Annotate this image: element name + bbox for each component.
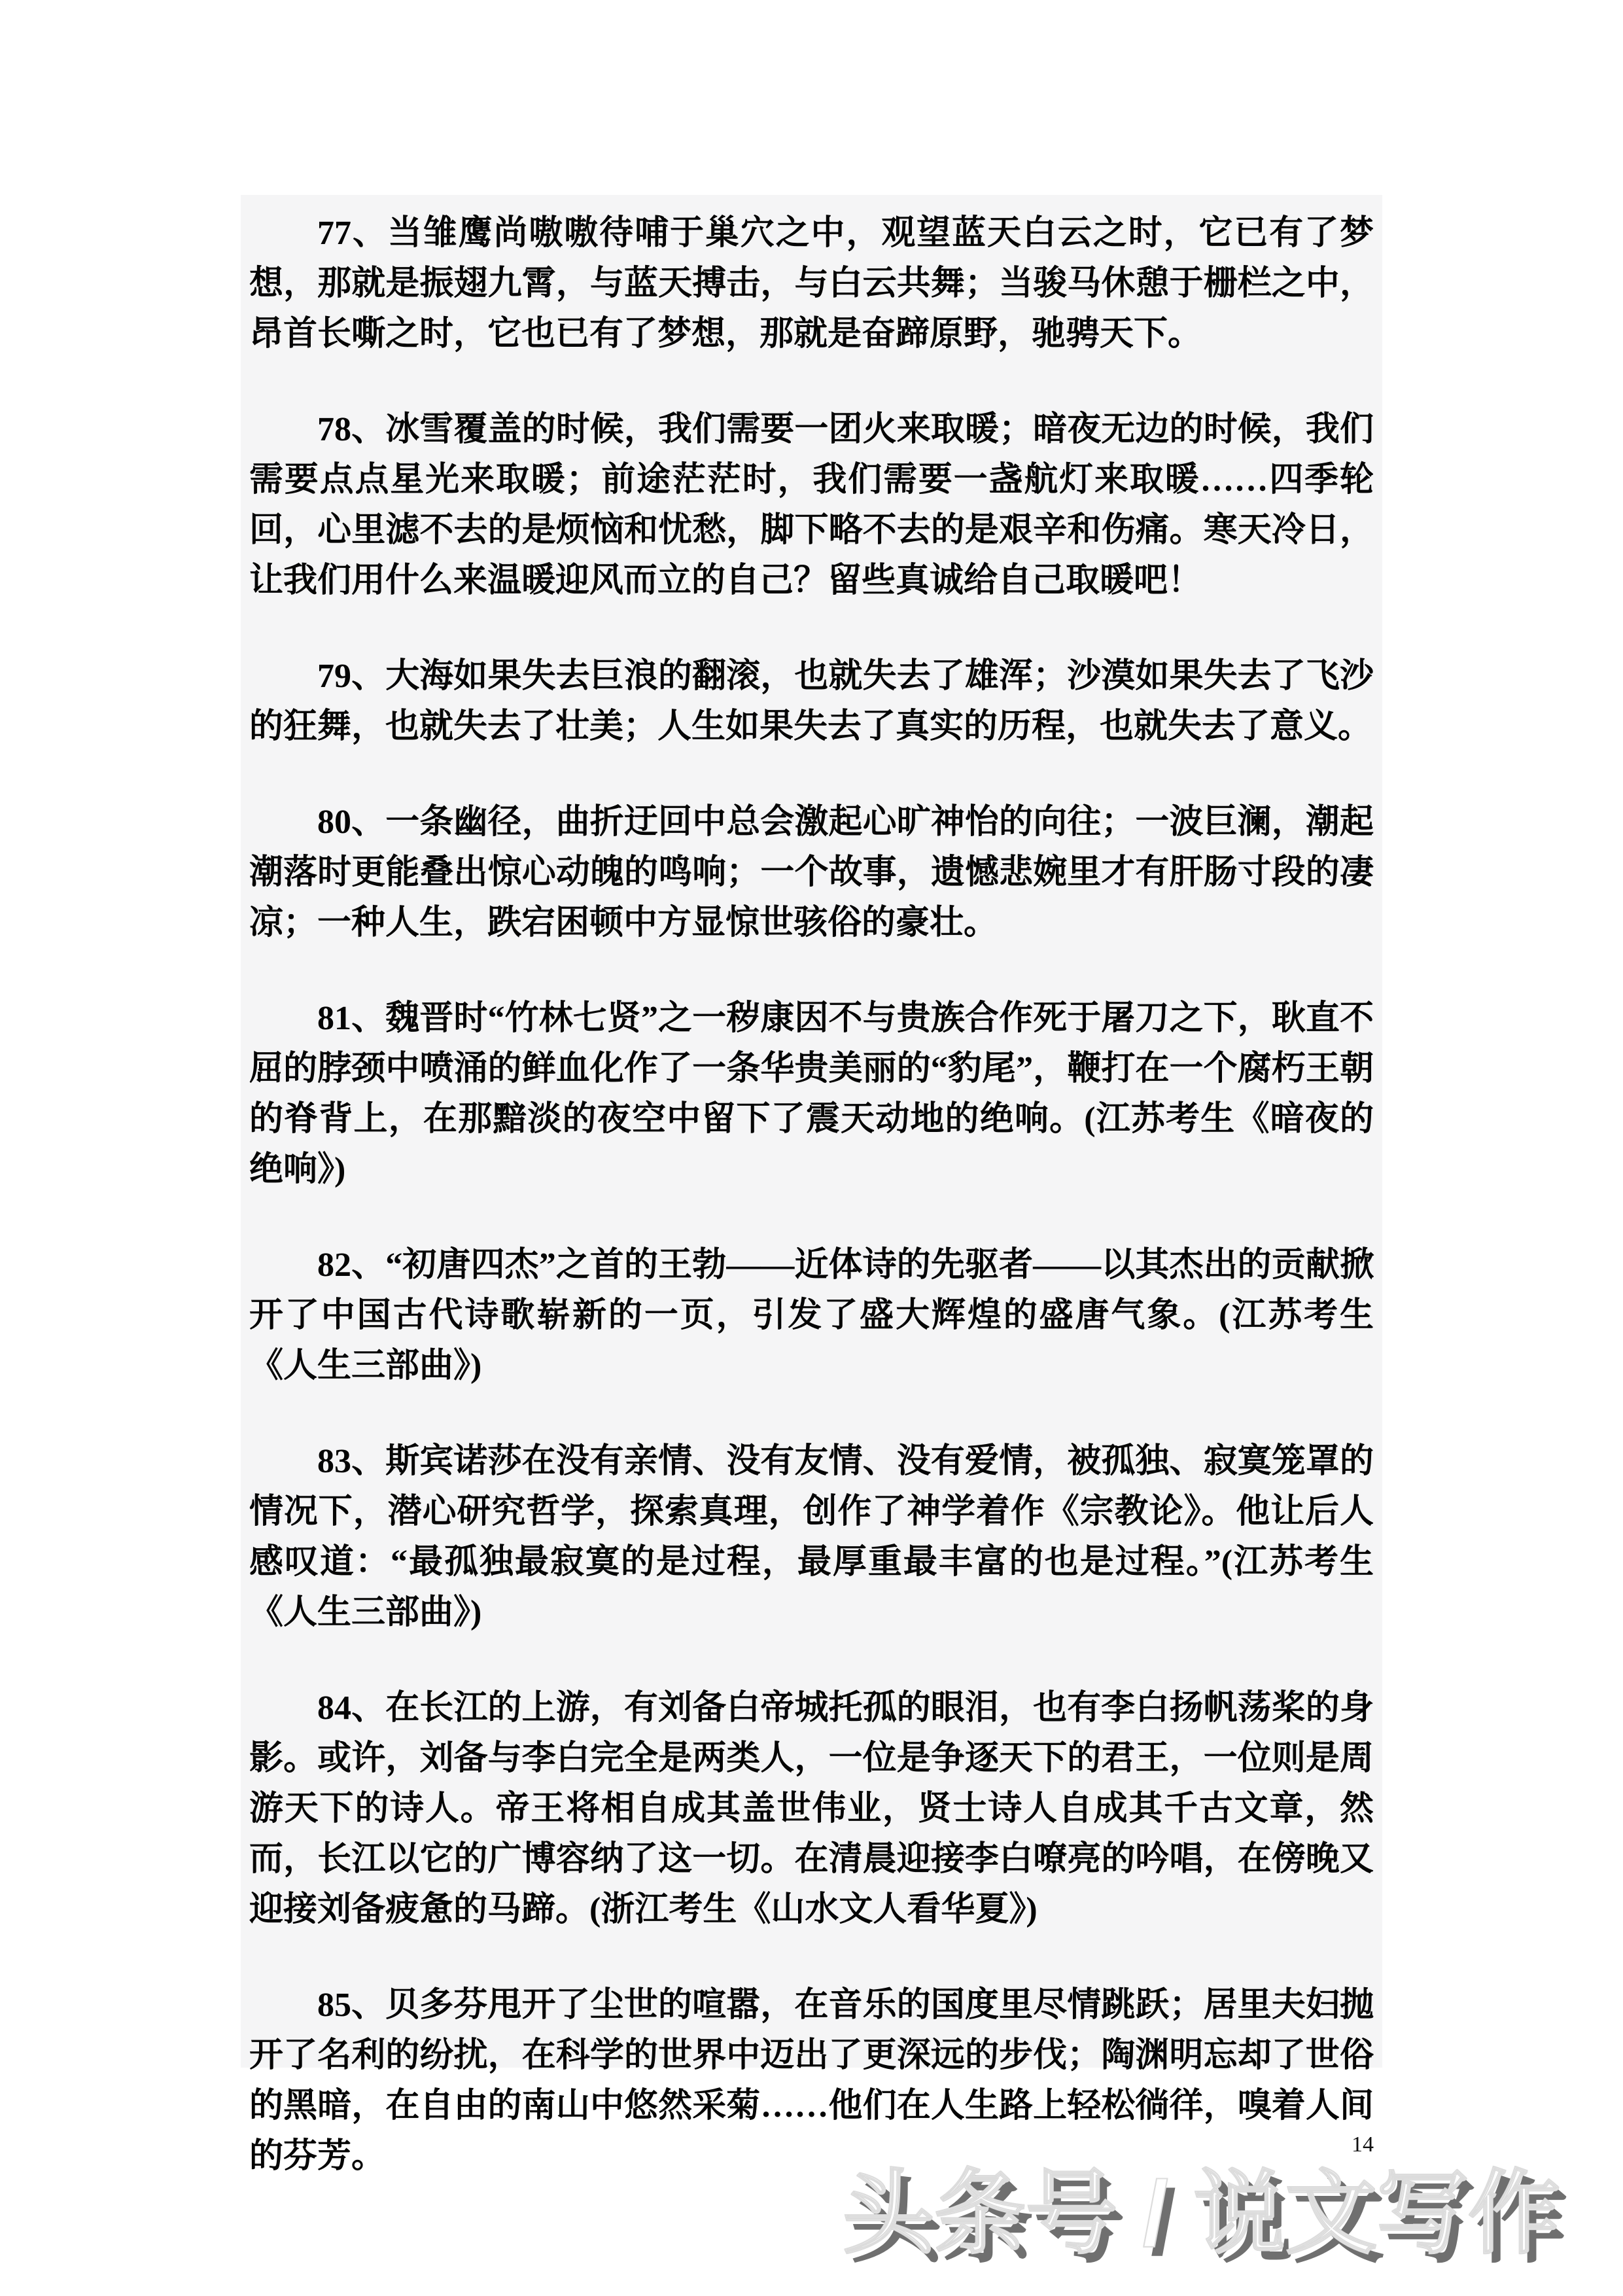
paragraph-80: 80、一条幽径，曲折迂回中总会激起心旷神怡的向往；一波巨澜，潮起潮落时更能叠出惊心动魄的鸣响；一个故事，遗憾悲婉里才有肝肠寸段的凄凉；一种人生，跌宕困顿中方显惊世骇俗的豪壮。 (249, 804, 1374, 942)
paragraph-81: 81、魏晋时“竹林七贤”之一秽康因不与贵族合作死于屠刀之下，耿直不屈的脖颈中喷涌的鲜血化作了一条华贵美丽的“豹尾”，鞭打在一个腐朽王朝的脊背上，在那黯淡的夜空中留下了震天动地的绝响。(江苏考生《暗夜的绝响》) (249, 1000, 1374, 1188)
paragraph-84: 84、在长江的上游，有刘备白帝城托孤的眼泪，也有李白扬帆荡桨的身影。或许，刘备与李白完全是两类人，一位是争逐天下的君王，一位则是周游天下的诗人。帝王将相自成其盖世伟业，贤士诗人自成其千古文章，然而，长江以它的广博容纳了这一切。在清晨迎接李白嘹亮的吟唱，在傍晚又迎接刘备疲惫的马蹄。(浙江考生《山水文人看华夏》) (249, 1689, 1374, 1928)
paragraph-78: 78、冰雪覆盖的时候，我们需要一团火来取暖；暗夜无边的时候，我们需要点点星光来取暖；前途茫茫时，我们需要一盏航灯来取暖……四季轮回，心里滤不去的是烦恼和忧愁，脚下略不去的是艰辛和伤痛。寒天冷日，让我们用什么来温暖迎风而立的自己？留些真诚给自己取暖吧！ (249, 411, 1374, 599)
page-number: 14 (1352, 2132, 1374, 2157)
paragraph-77: 77、当雏鹰尚嗷嗷待哺于巢穴之中，观望蓝天白云之时，它已有了梦想，那就是振翅九霄，与蓝天搏击，与白云共舞；当骏马休憩于栅栏之中，昂首长嘶之时，它也已有了梦想，那就是奋蹄原野，驰骋天下。 (249, 215, 1374, 353)
paragraph-85: 85、贝多芬甩开了尘世的喧嚣，在音乐的国度里尽情跳跃；居里夫妇抛开了名利的纷扰，在科学的世界中迈出了更深远的步伐；陶渊明忘却了世俗的黑暗，在自由的南山中悠然采菊……他们在人生路上轻松徜徉，嗅着人间的芬芳。 (249, 1987, 1374, 2175)
watermark: 头条号 / 说文写作 (843, 2162, 1560, 2265)
paragraph-82: 82、“初唐四杰”之首的王勃——近体诗的先驱者——以其杰出的贡献掀开了中国古代诗歌崭新的一页，引发了盛大辉煌的盛唐气象。(江苏考生《人生三部曲》) (249, 1246, 1374, 1385)
paragraph-83: 83、斯宾诺莎在没有亲情、没有友情、没有爱情，被孤独、寂寞笼罩的情况下，潜心研究哲学，探索真理，创作了神学着作《宗教论》。他让后人感叹道：“最孤独最寂寞的是过程，最厚重最丰富的也是过程。”(江苏考生《人生三部曲》) (249, 1443, 1374, 1631)
paragraph-79: 79、大海如果失去巨浪的翻滚，也就失去了雄浑；沙漠如果失去了飞沙的狂舞，也就失去了壮美；人生如果失去了真实的历程，也就失去了意义。 (249, 658, 1374, 745)
